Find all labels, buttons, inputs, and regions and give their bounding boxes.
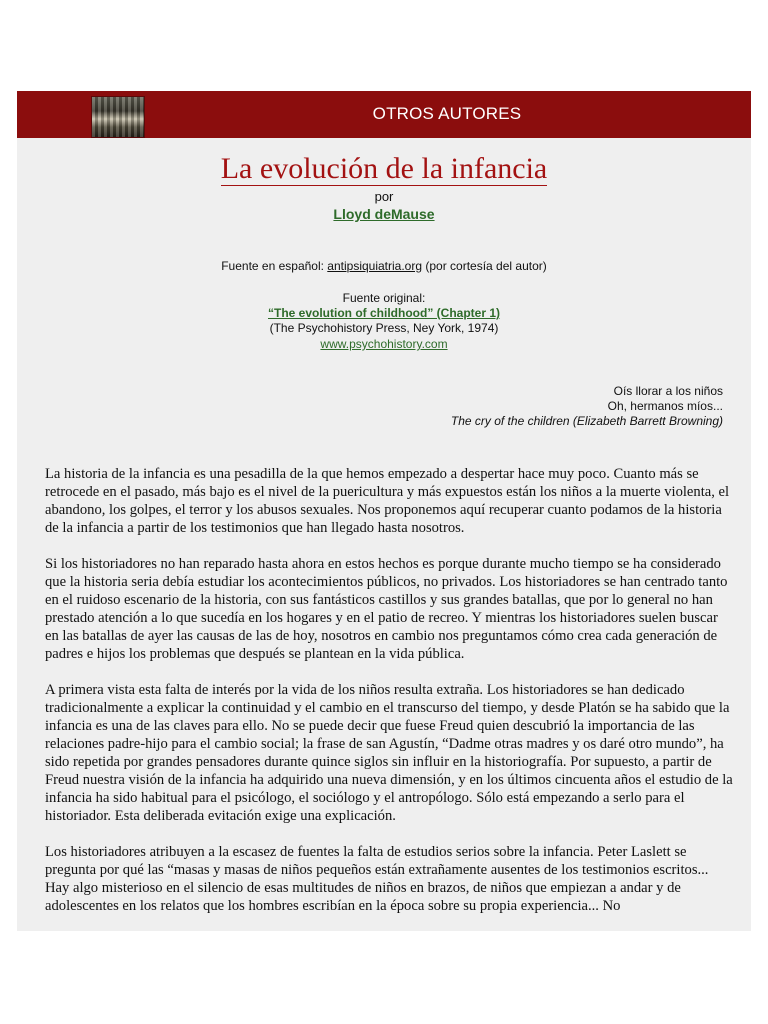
article-title-text: La evolución de la infancia (220, 152, 548, 185)
paragraph: Si los historiadores no han reparado hasta ahora en estos hechos es porque durante mucho tiempo se ha considerado que la historia seria debía estudiar los acontecimientos públicos, no privados. Los historiadores se han centrado tanto en el ruidoso escenario de la historia, con sus fantásticos castillos y sus grandes batallas, que por lo general no han prestado atención a lo que sucedía en los hogares y en el patio de recreo. Y mientras los historiadores suelen buscar en las batallas de ayer las causas de las de hoy, nosotros en cambio nos preguntamos cómo crea cada generación de padres e hijos los problemas que después se plantean en la vida pública. (45, 556, 728, 662)
document-page (17, 91, 751, 931)
author-line (17, 206, 751, 222)
original-source-url (17, 337, 751, 351)
original-source-title-link[interactable]: “The evolution of childhood” (Chapter 1) (268, 306, 500, 320)
original-source-title (17, 306, 751, 320)
epigraph-line-1: Oís llorar a los niños (613, 384, 723, 398)
spanish-source (17, 259, 751, 273)
author-link[interactable]: Lloyd deMause (333, 206, 435, 222)
spanish-source-prefix: Fuente en español: (221, 259, 328, 273)
paragraph: A primera vista esta falta de interés por la vida de los niños resulta extraña. Los historiadores se han dedicado tradicionalmente a explicar la continuidad y el cambio en el transcurso del tiempo, y desde Platón se ha sabido que la infancia es una de las claves para ello. No se puede decir que fuese Freud quien descubrió la importancia de las relaciones padre-hijo para el cambio social; la frase de san Agustín, “Dadme otras madres y os daré otro mundo”, ha sido repetida por grandes pensadores durante quince siglos sin influir en la historiografía. Por supuesto, a partir de Freud nuestra visión de la infancia ha adquirido una nueva dimensión, y en los últimos cincuenta años el estudio de la infancia ha sido habitual para el psicólogo, el sociólogo y el antropólogo. Sólo está empezando a serlo para el historiador. Esta deliberada evitación exige una explicación. (45, 682, 733, 824)
paragraph: La historia de la infancia es una pesadilla de la que hemos empezado a despertar hace muy poco. Cuanto más se retrocede en el pasado, más bajo es el nivel de la puericultura y más expuestos están los niños a la muerte violenta, el abandono, los golpes, el terror y los abusos sexuales. Nos proponemos aquí recuperar cuanto podamos de la historia de la infancia a partir de los testimonios que han llegado hasta nosotros. (45, 466, 730, 536)
spanish-source-suffix: (por cortesía del autor) (422, 259, 547, 273)
original-source-label: Fuente original: (342, 291, 426, 305)
epigraph-citation: The cry of the children (Elizabeth Barrett Browning) (450, 414, 723, 428)
article-body (45, 465, 735, 931)
banner-title: OTROS AUTORES (372, 104, 522, 123)
paragraph: Los historiadores atribuyen a la escasez de fuentes la falta de estudios serios sobre la infancia. Peter Laslett se pregunta por qué las “masas y masas de niños pequeños están extrañamente ausentes de los testimonios escritos... Hay algo misterioso en el silencio de esas multitudes de niños en brazos, de niños que empiezan a andar y de adolescentes en los relatos que los hombres escribían en la época sobre su propia experiencia... No (45, 844, 709, 914)
spanish-source-link[interactable]: antipsiquiatria.org (327, 259, 423, 273)
by-label: por (374, 189, 394, 204)
epigraph-line-2: Oh, hermanos míos... (607, 399, 723, 413)
section-banner (17, 91, 751, 138)
original-source-publisher: (The Psychohistory Press, Ney York, 1974) (269, 321, 499, 335)
article-title (17, 152, 751, 186)
original-source-url-link[interactable]: www.psychohistory.com (320, 337, 448, 351)
epigraph (303, 384, 723, 429)
